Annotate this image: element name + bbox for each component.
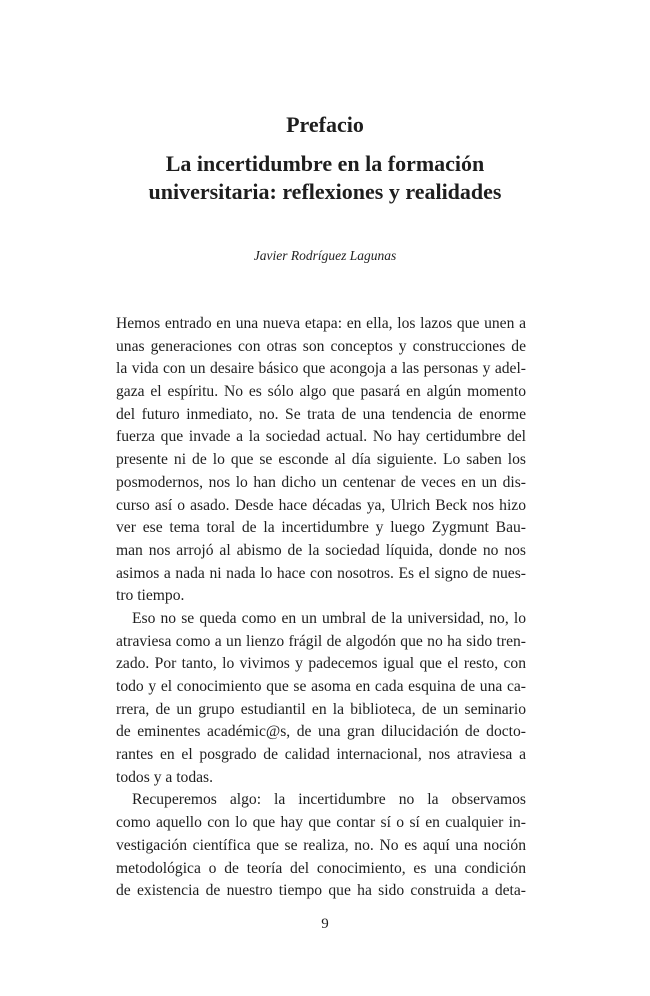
body-line: fuerza que invade a la sociedad actual. No hay certidumbre del <box>116 428 526 446</box>
body-line: de existencia de nuestro tiempo que ha sido construida a deta- <box>116 882 526 900</box>
body-line: Hemos entrado en una nueva etapa: en ella, los lazos que unen a <box>116 315 526 332</box>
body-line: unas generaciones con otras son conceptos y construcciones de <box>116 337 526 355</box>
body-line: zado. Por tanto, lo vivimos y padecemos igual que el resto, con <box>116 655 526 673</box>
chapter-title-line-2: universitaria: reflexiones y realidades <box>148 179 502 204</box>
body-line: ver ese tema toral de la incertidumbre y luego Zygmunt Bau- <box>116 519 526 537</box>
body-line: posmodernos, nos lo han dicho un centenar de veces en un dis- <box>116 473 526 491</box>
chapter-title <box>0 150 650 206</box>
body-line: curso así o asado. Desde hace décadas ya, Ulrich Beck nos hizo <box>116 496 526 514</box>
body-line: atraviesa como a un lienzo frágil de algodón que no ha sido tren- <box>116 632 526 650</box>
body-line: rrera, de un grupo estudiantil en la biblioteca, de un seminario <box>116 700 526 718</box>
body-line: gaza el espíritu. No es sólo algo que pasará en algún momento <box>116 383 526 401</box>
body-line: la vida con un desaire básico que acongoja a las personas y adel- <box>116 360 526 378</box>
author-name: Javier Rodríguez Lagunas <box>253 248 397 263</box>
body-line: tro tiempo. <box>116 587 185 605</box>
body-line: rantes en el posgrado de calidad internacional, nos atraviesa a <box>116 746 526 764</box>
body-line: como aquello con lo que hay que contar sí o sí en cualquier in- <box>116 814 526 832</box>
body-line: todo y el conocimiento que se asoma en cada esquina de una ca- <box>116 678 526 695</box>
body-line: presente ni de lo que se esconde al día siguiente. Lo saben los <box>116 451 526 469</box>
page-number: 9 <box>321 916 329 932</box>
body-line: de eminentes académic@s, de una gran dilucidación de docto- <box>116 723 526 741</box>
section-title: Prefacio <box>286 112 364 137</box>
body-line-paragraph-start: Recuperemos algo: la incertidumbre no la observamos <box>132 791 526 809</box>
body-line: metodológica o de teoría del conocimiento, es una condición <box>116 859 526 877</box>
body-text <box>116 313 526 903</box>
chapter-title-line-1: La incertidumbre en la formación <box>165 151 485 176</box>
body-line: del futuro inmediato, no. Se trata de una tendencia de enorme <box>116 405 526 423</box>
body-line: todos y a todas. <box>116 768 214 786</box>
body-line-paragraph-start: Eso no se queda como en un umbral de la universidad, no, lo <box>132 609 526 627</box>
body-line: asimos a nada ni nada lo hace con nosotros. Es el signo de nues- <box>116 564 526 582</box>
body-line: vestigación científica que se realiza, no. No es aquí una noción <box>116 836 526 854</box>
body-line: man nos arrojó al abismo de la sociedad líquida, donde no nos <box>116 541 526 559</box>
